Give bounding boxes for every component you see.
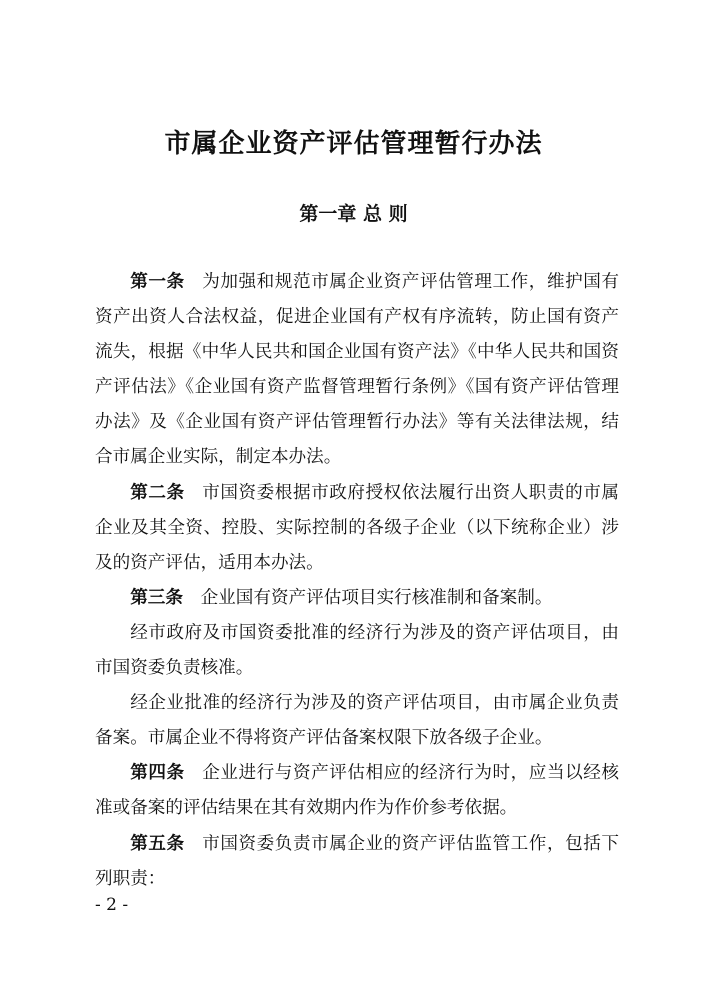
article-3: [95, 581, 619, 616]
article-text: 市国资委根据市政府授权依法履行出资人职责的市属企业及其全资、控股、实际控制的各级子企业（以下统称企业）涉及的资产评估，适用本办法。: [95, 482, 619, 573]
article-3-paragraph-3: [95, 686, 619, 756]
paragraph-text: 经市政府及市国资委批准的经济行为涉及的资产评估项目，由市国资委负责核准。: [95, 622, 619, 679]
article-text: 为加强和规范市属企业资产评估管理工作，维护国有资产出资人合法权益，促进企业国有产权有序流转，防止国有资产流失，根据《中华人民共和国企业国有资产法》《中华人民共和国资产评估法》《企业国有资产监督管理暂行条例》《国有资产评估管理办法》及《企业国有资产评估管理暂行办法》等有关法律法规，结合市属企业实际，制定本办法。: [95, 272, 619, 468]
article-5: [95, 827, 619, 897]
chapter-heading: 第一章 总 则: [299, 203, 408, 225]
article-2: [95, 476, 619, 581]
article-label: 第三条: [130, 587, 183, 608]
article-text: 企业国有资产评估项目实行核准制和备案制。: [200, 587, 553, 608]
article-label: 第四条: [130, 763, 185, 784]
article-label: 第二条: [130, 482, 185, 503]
article-label: 第五条: [130, 833, 185, 854]
article-label: 第一条: [130, 272, 185, 292]
document-title: 市属企业资产评估管理暂行办法: [164, 129, 543, 159]
article-text: 市国资委负责市属企业的资产评估监管工作，包括下列职责：: [95, 833, 619, 889]
page-number: - 2 -: [95, 895, 129, 915]
article-1: [95, 265, 619, 476]
article-4: [95, 756, 619, 826]
article-3-paragraph-2: [95, 616, 619, 686]
article-text: 企业进行与资产评估相应的经济行为时，应当以经核准或备案的评估结果在其有效期内作为作价参考依据。: [95, 763, 619, 819]
paragraph-text: 经企业批准的经济行为涉及的资产评估项目，由市属企业负责备案。市属企业不得将资产评估备案权限下放各级子企业。: [95, 693, 619, 749]
document-body: [95, 265, 619, 897]
